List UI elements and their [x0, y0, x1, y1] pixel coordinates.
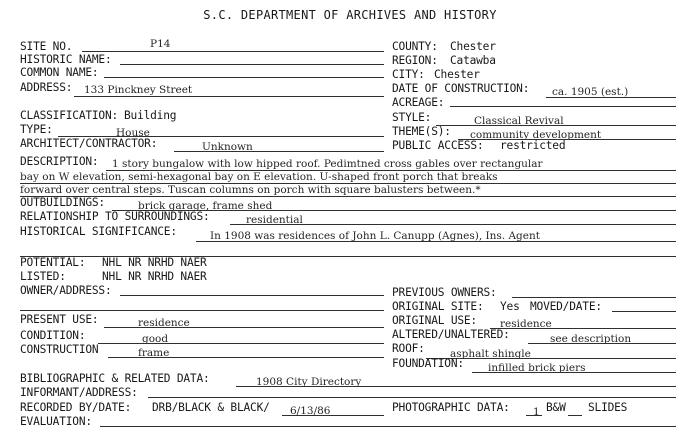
previous-owners-label: PREVIOUS OWNERS: — [392, 286, 497, 299]
form-title: S.C. DEPARTMENT OF ARCHIVES AND HISTORY — [203, 8, 497, 22]
description-rule-3 — [20, 196, 676, 197]
site-no-label: SITE NO. — [20, 40, 73, 53]
photographic-count-line — [526, 415, 542, 416]
style-value: Classical Revival — [474, 115, 564, 127]
acreage-label: ACREAGE: — [392, 96, 445, 109]
bibliographic-value: 1908 City Directory — [256, 376, 362, 388]
architect-label: ARCHITECT/CONTRACTOR: — [20, 137, 158, 150]
themes-label: THEME(S): — [392, 125, 451, 138]
site-no-value: P14 — [150, 38, 171, 50]
photographic-label: PHOTOGRAPHIC DATA: — [392, 401, 510, 414]
informant-line — [148, 397, 676, 398]
style-line — [436, 125, 676, 126]
county-value: Chester — [450, 40, 496, 53]
address-value: 133 Pinckney Street — [84, 84, 193, 96]
photographic-bw-line — [568, 415, 582, 416]
date-of-construction-value: ca. 1905 (est.) — [552, 86, 629, 98]
potential-options: NHL NR NRHD NAER — [102, 256, 207, 269]
classification-value: Building — [124, 109, 177, 122]
evaluation-label: EVALUATION: — [20, 415, 92, 428]
significance-value: In 1908 was residences of John L. Canupp (Agnes), Ins. Agent — [210, 230, 540, 242]
address-line — [74, 96, 384, 97]
bibliographic-line — [236, 386, 676, 387]
photographic-bw: B&W — [546, 401, 566, 414]
moved-date-line — [612, 311, 676, 312]
owner-address-line-2 — [20, 310, 384, 311]
original-use-value: residence — [500, 318, 552, 330]
significance-line — [196, 241, 676, 242]
acreage-line — [450, 106, 676, 107]
city-value: Chester — [434, 68, 480, 81]
roof-value: asphalt shingle — [450, 348, 531, 360]
recorded-by-value: DRB/BLACK & BLACK/ — [152, 401, 270, 414]
themes-value: community development — [470, 129, 602, 141]
relationship-label: RELATIONSHIP TO SURROUNDINGS: — [20, 210, 210, 223]
construction-label: CONSTRUCTION — [20, 343, 99, 356]
description-line-3: forward over central steps. Tuscan columns on porch with square balusters between.* — [20, 184, 481, 196]
original-use-line — [490, 328, 676, 329]
recorded-by-label: RECORDED BY/DATE: — [20, 401, 132, 414]
recorded-date-value: 6/13/86 — [290, 405, 331, 417]
region-label: REGION: — [392, 54, 438, 67]
roof-label: ROOF: — [392, 342, 425, 355]
condition-value: good — [142, 333, 169, 345]
original-site-value: Yes — [500, 300, 520, 313]
original-site-label: ORIGINAL SITE: — [392, 300, 484, 313]
description-line-1: 1 story bungalow with low hipped roof. Pedimtned cross gables over rectangular — [112, 158, 543, 170]
foundation-value: infilled brick piers — [488, 362, 586, 374]
relationship-line — [230, 224, 676, 225]
date-of-construction-label: DATE OF CONSTRUCTION: — [392, 82, 530, 95]
altered-label: ALTERED/UNALTERED: — [392, 328, 510, 341]
address-label: ADDRESS: — [20, 81, 73, 94]
listed-options: NHL NR NRHD NAER — [102, 270, 207, 283]
outbuildings-label: OUTBUILDINGS: — [20, 196, 105, 209]
evaluation-line — [100, 426, 676, 427]
outbuildings-value: brick garage, frame shed — [138, 200, 273, 212]
architect-line — [174, 151, 384, 152]
description-label: DESCRIPTION: — [20, 155, 99, 168]
bibliographic-label: BIBLIOGRAPHIC & RELATED DATA: — [20, 372, 210, 385]
condition-line — [98, 343, 384, 344]
architect-value: Unknown — [202, 141, 253, 153]
construction-value: frame — [138, 347, 170, 359]
informant-label: INFORMANT/ADDRESS: — [20, 386, 138, 399]
city-label: CITY: — [392, 68, 425, 81]
common-name-line — [104, 77, 384, 78]
recorded-date-line — [282, 415, 384, 416]
common-name-label: COMMON NAME: — [20, 66, 99, 79]
present-use-value: residence — [138, 317, 190, 329]
present-use-label: PRESENT USE: — [20, 313, 99, 326]
condition-label: CONDITION: — [20, 329, 86, 342]
historic-name-line — [120, 64, 384, 65]
relationship-value: residential — [246, 214, 303, 226]
classification-label: CLASSIFICATION: — [20, 109, 119, 122]
potential-label: POTENTIAL: — [20, 256, 86, 269]
foundation-label: FOUNDATION: — [392, 357, 464, 370]
construction-line — [108, 357, 384, 358]
date-line — [546, 97, 676, 98]
owner-address-line — [120, 295, 384, 296]
photographic-slides: SLIDES — [588, 401, 628, 414]
photographic-count: 1 — [533, 406, 540, 418]
previous-owners-line — [512, 297, 676, 298]
original-use-label: ORIGINAL USE: — [392, 314, 477, 327]
style-label: STYLE: — [392, 111, 432, 124]
moved-date-label: MOVED/DATE: — [530, 300, 602, 313]
type-value: House — [116, 127, 150, 139]
type-label: TYPE: — [20, 123, 53, 136]
altered-line — [528, 343, 676, 344]
site-no-line — [82, 51, 384, 52]
region-value: Catawba — [450, 54, 496, 67]
listed-label: LISTED: — [20, 270, 66, 283]
owner-address-label: OWNER/ADDRESS: — [20, 284, 112, 297]
significance-label: HISTORICAL SIGNIFICANCE: — [20, 225, 177, 238]
foundation-line — [472, 372, 676, 373]
themes-line — [458, 139, 676, 140]
historic-name-label: HISTORIC NAME: — [20, 53, 112, 66]
public-access-label: PUBLIC ACCESS: — [392, 139, 484, 152]
public-access-value: restricted — [500, 139, 566, 152]
county-label: COUNTY: — [392, 40, 438, 53]
present-use-line — [104, 327, 384, 328]
altered-value: see description — [550, 333, 632, 345]
description-line-2: bay on W elevation, semi-hexagonal bay on E elevation. U-shaped front porch that breaks — [20, 171, 498, 183]
